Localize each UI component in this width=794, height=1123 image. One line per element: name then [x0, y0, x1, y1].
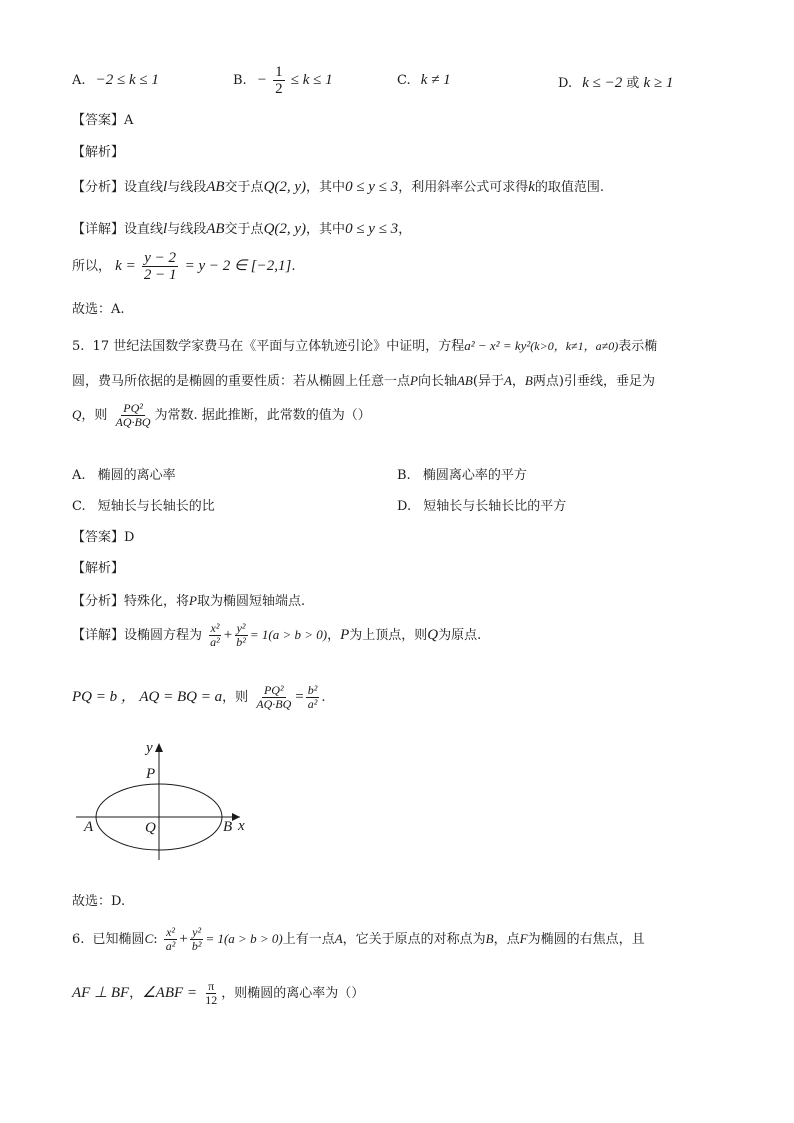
- label-y: y: [146, 740, 153, 756]
- xiangjie-text: ，其中: [306, 222, 346, 237]
- question-number: 6.: [72, 932, 85, 947]
- option-text: 椭圆离心率的平方: [422, 468, 527, 483]
- fenxi-tag: 【分析】: [72, 180, 125, 195]
- fraction-denominator: b²: [236, 635, 246, 649]
- question-text: 两点)引垂线，垂足为: [532, 374, 655, 389]
- option-text: 短轴长与长轴长比的平方: [423, 499, 567, 514]
- period: .: [321, 690, 326, 705]
- fraction-numerator: y²: [192, 925, 202, 939]
- fenxi-tag: 【分析】: [72, 594, 125, 609]
- question-number: 5.: [72, 339, 85, 354]
- xiangjie-text: 为上顶点，则: [349, 628, 428, 643]
- fraction-numerator: x²: [166, 925, 176, 939]
- x-fraction: [164, 926, 178, 953]
- fraction-denominator: 2: [275, 81, 283, 97]
- math-ab: AB: [206, 179, 225, 195]
- q5-option-b: [397, 464, 527, 483]
- xiangjie-text: 交于点: [224, 222, 264, 237]
- math-b: B: [485, 931, 494, 946]
- q5-analysis-tag: [72, 557, 124, 576]
- math-q: Q: [427, 627, 439, 643]
- pq-fraction: [114, 402, 153, 429]
- q4-fenxi: [72, 176, 604, 196]
- math-condition: (k>0，k≠1，a≠0): [530, 339, 619, 353]
- label-x: x: [238, 818, 245, 834]
- math-pq-line: PQ = b ， AQ = BQ = a: [72, 689, 223, 705]
- q4-xiangjie: [72, 218, 411, 238]
- math-perp: AF ⊥ BF: [72, 985, 130, 1001]
- fenxi-text: 设直线: [124, 180, 164, 195]
- so-text: 所以，: [72, 259, 112, 274]
- option-text: 椭圆的离心率: [97, 468, 176, 483]
- q4-analysis-tag: [72, 141, 124, 160]
- option-label: B.: [233, 73, 247, 88]
- xiangjie-text: 设椭圆方程为: [124, 628, 203, 643]
- label-a: A: [84, 819, 94, 835]
- fraction-numerator: y − 2: [144, 250, 177, 266]
- choose-text: 故选：D.: [72, 894, 126, 909]
- option-text: −2 ≤ k ≤ 1: [95, 72, 159, 88]
- analysis-tag: 【解析】: [72, 561, 125, 576]
- q4-k-formula: [72, 250, 296, 283]
- fraction-numerator: PQ²: [263, 683, 284, 697]
- math-point: Q(2, y): [263, 221, 307, 237]
- answer-tag: 【答案】: [72, 530, 125, 545]
- question-text: 为常数. 据此推断，此常数的值为（）: [154, 408, 371, 423]
- fraction-denominator: b²: [191, 939, 202, 953]
- xiangjie-text: ，: [327, 628, 341, 643]
- option-text-post: ≤ k ≤ 1: [290, 72, 333, 88]
- q5-option-a: [72, 464, 176, 483]
- math-k-rest: = y − 2 ∈ [−2,1]: [184, 258, 292, 274]
- fenxi-text: 与线段: [167, 180, 207, 195]
- fraction-denominator: a²: [210, 635, 220, 649]
- option-or: 或: [626, 76, 640, 91]
- xiangjie-text: 为原点.: [438, 628, 482, 643]
- fenxi-text: ，其中: [306, 180, 346, 195]
- fenxi-text: ，利用斜率公式可求得: [398, 180, 529, 195]
- question-text: 已知椭圆: [92, 932, 145, 947]
- fenxi-text: 取为椭圆短轴端点.: [196, 594, 306, 609]
- fraction-numerator: y²: [236, 621, 246, 635]
- option-fraction: [273, 64, 285, 97]
- option-text-pre: −: [256, 72, 267, 88]
- q5-option-c: [72, 495, 215, 514]
- math-k-eq: k =: [115, 258, 136, 274]
- comma: ，: [129, 986, 143, 1001]
- label-p: P: [146, 766, 156, 782]
- q5-xiangjie: 【详解】设椭圆方程为 $\frac{\text{x²}}{\text{a²}}$ + $\frac{\text{y²}}{\text{b²}}$ = 1(a > b > 0)，P为上顶点，则Q为原点.: [72, 621, 482, 649]
- q5-result: [72, 684, 325, 711]
- result-fraction: [254, 684, 293, 711]
- q5-answer: [72, 526, 134, 545]
- option-text: k ≠ 1: [420, 72, 451, 88]
- math-equation: a² − x² = ky²: [464, 338, 531, 353]
- q5-option-d: [397, 495, 566, 514]
- fenxi-text: 的取值范围.: [534, 180, 605, 195]
- q5-fenxi: [72, 590, 305, 609]
- math-point: Q(2, y): [263, 179, 307, 195]
- option-label: D.: [397, 499, 412, 514]
- math-range: 0 ≤ y ≤ 3: [345, 221, 399, 237]
- question-text: ，则: [81, 408, 108, 423]
- math-range: 0 ≤ y ≤ 3: [345, 179, 399, 195]
- option-label: C.: [72, 499, 86, 514]
- q5-line-3: [72, 402, 371, 429]
- option-label: C.: [397, 73, 411, 88]
- fraction-denominator: 2 − 1: [143, 267, 177, 283]
- pi-fraction: [203, 980, 219, 1007]
- choose-text: 故选：A.: [72, 302, 125, 317]
- question-text: ，点: [493, 932, 520, 947]
- question-text: 17 世纪法国数学家费马在《平面与立体轨迹引论》中证明，方程: [92, 339, 465, 354]
- fraction-denominator: 12: [205, 993, 218, 1007]
- math-c: C: [144, 931, 154, 946]
- equals-sign: =: [295, 689, 304, 705]
- question-text: (异于: [472, 374, 504, 389]
- q4-choose: [72, 298, 125, 317]
- question-text: ，则椭圆的离心率为（）: [221, 986, 365, 1001]
- fraction-denominator: a²: [307, 697, 318, 711]
- fenxi-text: 交于点: [224, 180, 264, 195]
- question-text: 为椭圆的右焦点，且: [527, 932, 645, 947]
- k-fraction: [142, 250, 179, 283]
- xiangjie-tag: 【详解】: [72, 222, 125, 237]
- math-ab: AB: [206, 221, 225, 237]
- fraction-numerator: b²: [307, 683, 318, 697]
- q5-choose: [72, 890, 125, 909]
- option-label: A.: [72, 73, 86, 88]
- x-fraction: [208, 622, 222, 649]
- xiangjie-text: 设直线: [124, 222, 164, 237]
- fraction-denominator: a²: [165, 939, 176, 953]
- fenxi-text: 特殊化，将: [124, 594, 190, 609]
- y-fraction: [190, 926, 204, 953]
- option-text-a: k ≤ −2: [582, 75, 623, 91]
- answer-value: A: [124, 113, 134, 128]
- q6-line-1: 6. 已知椭圆C: $\frac{\text{x²}}{\text{a²}}$ + $\frac{\text{y²}}{\text{b²}}$ = 1(a > b > 0)上有一点A，它关于原点的对称点为B，点F为椭圆的右焦点，且: [72, 925, 645, 953]
- xiangjie-text: 与线段: [167, 222, 207, 237]
- math-k: k: [528, 179, 535, 195]
- math-eq-rest: = 1(a > b > 0): [205, 931, 283, 946]
- option-label: B.: [397, 468, 411, 483]
- q4-option-d: [558, 72, 673, 92]
- math-eq-rest: = 1(a > b > 0): [249, 627, 328, 642]
- option-text-b: k ≥ 1: [643, 75, 674, 91]
- fraction-numerator: x²: [210, 621, 220, 635]
- q6-line-2: [72, 980, 364, 1007]
- answer-tag: 【答案】: [72, 113, 125, 128]
- fraction-numerator: 1: [275, 64, 283, 80]
- math-q: Q: [72, 407, 82, 422]
- math-ab: AB: [456, 373, 473, 388]
- option-text: 短轴长与长轴长的比: [97, 499, 215, 514]
- math-l: l: [163, 179, 168, 195]
- question-text: 上有一点: [282, 932, 335, 947]
- question-text: ，: [511, 374, 525, 389]
- y-fraction: [234, 622, 248, 649]
- math-p: P: [340, 627, 350, 643]
- y-axis-arrow: [155, 743, 163, 752]
- math-f: F: [519, 931, 528, 946]
- option-label: A.: [72, 468, 86, 483]
- math-a: A: [334, 931, 343, 946]
- q5-line-1: [72, 335, 657, 354]
- label-b: B: [223, 819, 233, 835]
- q4-option-b: [233, 64, 333, 97]
- xiangjie-tag: 【详解】: [72, 628, 125, 643]
- analysis-tag: 【解析】: [72, 145, 125, 160]
- ze-text: ，则: [222, 690, 249, 705]
- question-text: 表示椭: [618, 339, 658, 354]
- answer-value: D: [124, 530, 135, 545]
- period: .: [291, 259, 296, 274]
- math-b: B: [524, 373, 533, 388]
- q5-line-2: [72, 370, 655, 389]
- question-text: 圆，费马所依据的是椭圆的重要性质：若从椭圆上任意一点: [72, 374, 411, 389]
- question-text: ，它关于原点的对称点为: [342, 932, 486, 947]
- math-a: A: [503, 373, 512, 388]
- q4-answer: [72, 109, 133, 128]
- result-fraction-2: [306, 684, 320, 711]
- math-angle: ∠ABF =: [142, 985, 198, 1001]
- q4-option-c: [397, 72, 451, 89]
- q4-option-a: [72, 72, 159, 89]
- ellipse-figure: [68, 740, 268, 865]
- question-text: 向长轴: [417, 374, 457, 389]
- colon: :: [153, 932, 158, 947]
- option-label: D.: [558, 76, 573, 91]
- xiangjie-text: ，: [398, 222, 412, 237]
- fraction-numerator: π: [208, 979, 215, 993]
- math-l: l: [163, 221, 168, 237]
- math-p: P: [410, 373, 418, 388]
- fraction-denominator: AQ·BQ: [115, 415, 151, 429]
- fraction-denominator: AQ·BQ: [256, 697, 292, 711]
- label-q: Q: [145, 820, 156, 836]
- fraction-numerator: PQ²: [123, 401, 143, 415]
- math-p: P: [189, 593, 197, 608]
